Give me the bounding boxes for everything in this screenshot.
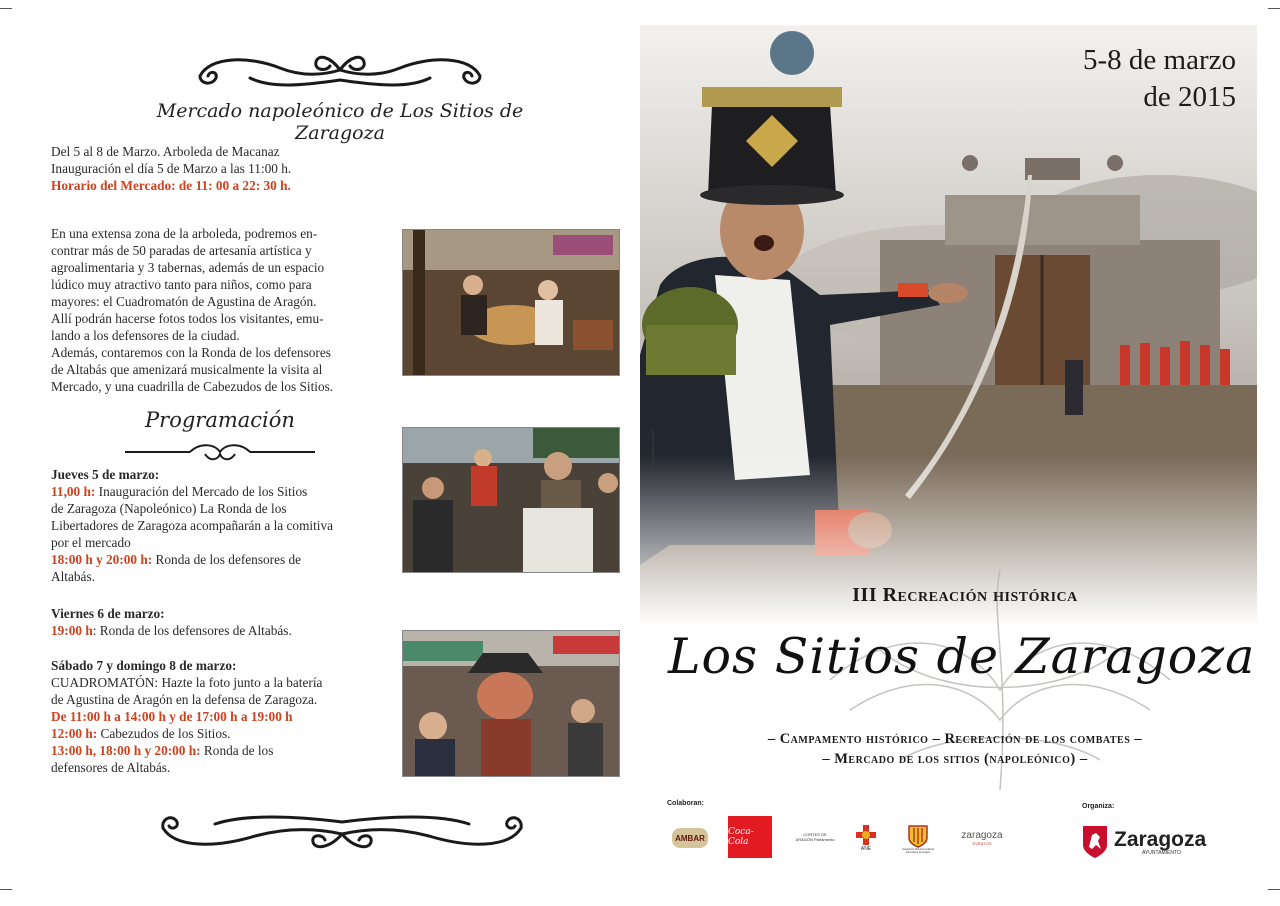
cabezudo-photo [402,630,620,777]
date-line: de 2015 [1143,81,1236,113]
crop-mark [1268,889,1280,890]
event-tagline: – Campamento histórico – Recreación de los combates – [767,731,1143,747]
event-text: Altabás. [51,569,95,584]
program-divider [120,440,320,464]
sponsor-name: ANE [860,846,872,852]
event-text: por el mercado [51,535,131,550]
crop-mark [0,889,12,890]
event-dates [1000,42,1236,116]
thursday-block [51,466,381,585]
description-line: Además, contaremos con la Ronda de los defensores [51,345,331,360]
event-text: Ronda de los defensores de [152,552,302,567]
crop-mark [0,8,12,9]
coca-cola-logo [728,816,772,858]
event-text: Inauguración del Mercado de los Sitios [95,484,308,499]
market-title: Mercado napoleónico de Los Sitios de Zaragoza [156,100,524,144]
market-stall-photo [402,229,620,376]
description-line: de Altabás que amenizará musicalmente la visita al [51,362,323,377]
description-block [51,225,373,395]
event-text: Ronda de los [200,743,274,758]
day-heading: Jueves 5 de marzo: [51,467,160,482]
event-subtitle: III Recreación histórica [852,584,1078,606]
date-line: 5-8 de marzo [1083,44,1236,76]
description-line: En una extensa zona de la arboleda, podremos en- [51,226,318,241]
colaboran-label: Colaboran: [667,800,704,807]
description-line: Allí podrán hacerse fotos todos los visitantes, emu- [51,311,324,326]
event-time: 11,00 h: [51,484,96,499]
sponsor-sub: EVENTOS [972,840,992,846]
description-line: lúdico muy atractivo tanto para niños, como para [51,277,312,292]
weekend-block [51,657,381,776]
voluntarios-aragon-logo [898,820,938,858]
organiza-label: Organiza: [1082,803,1115,810]
top-ornament [190,48,490,92]
bottom-ornament [155,808,530,856]
description-line: contrar más de 50 paradas de artesanía artística y [51,243,312,258]
sponsor-name: zaragoza [961,829,1003,841]
event-text: : Ronda de los defensores de Altabás. [92,623,292,638]
description-line: Mercado, y una cuadrilla de Cabezudos de los Sitios. [51,379,334,394]
lion-shield-icon [1082,825,1108,859]
event-title: Los Sitios de Zaragoza [668,628,1256,685]
event-text: de Zaragoza (Napoleónico) La Ronda de los [51,501,287,516]
event-tagline: – Mercado de los sitios (napoleónico) – [822,751,1088,767]
ambar-logo [672,828,708,848]
event-text: defensores de Altabás. [51,760,171,775]
description-line: agroalimentaria y 3 tabernas, además de un espacio [51,260,325,275]
event-text: Libertadores de Zaragoza acompañarán a la comitiva [51,518,334,533]
zaragoza-ayuntamiento-logo [1082,822,1228,862]
event-text: CUADROMATÓN: Hazte la foto junto a la batería [51,675,323,690]
program-title: Programación [145,408,295,432]
event-text: Cabezudos de los Sitios. [97,726,231,741]
cortes-aragon-logo [795,826,835,848]
zaragoza-eventos-logo [952,826,1012,850]
intro-line: Inauguración el día 5 de Marzo a las 11:00 h. [51,161,292,176]
event-time: 18:00 h y 20:00 h: [51,552,153,567]
cross-icon [855,824,877,846]
event-time: 12:00 h: [51,726,98,741]
crop-mark [1268,8,1280,9]
event-time: 13:00 h, 18:00 h y 20:00 h: [51,743,201,758]
description-line: lando a los defensores de la ciudad. [51,328,240,343]
description-line: mayores: el Cuadromatón de Agustina de Aragón. [51,294,317,309]
shield-icon [907,824,929,848]
market-hours: Horario del Mercado: de 11: 00 a 22: 30 h. [51,178,291,193]
event-time: 19:00 h [51,623,93,638]
photo-credit: Diseño: Luis Grañena López [650,429,655,480]
ane-logo [850,820,882,856]
organizer-name: Zaragoza [1114,827,1207,851]
sponsor-name: AMBAR [675,833,705,843]
intro-block [51,143,381,194]
event-text: de Agustina de Aragón en la defensa de Zaragoza. [51,692,318,707]
day-heading: Viernes 6 de marzo: [51,606,165,621]
intro-line: Del 5 al 8 de Marzo. Arboleda de Macanaz [51,144,280,159]
friday-block [51,605,381,639]
sponsor-name: Coca-Cola [728,827,754,847]
day-heading: Sábado 7 y domingo 8 de marzo: [51,658,237,673]
sponsor-name: CORTES DE ARAGÓN Parlamento [795,832,835,842]
musicians-photo [402,427,620,573]
organizer-sub: AYUNTAMIENTO [1142,849,1181,856]
sponsor-name: Asociación Histórico-Cultural Voluntarios de Aragón [902,848,934,854]
event-time: De 11:00 h a 14:00 h y de 17:00 h a 19:00 h [51,709,293,724]
